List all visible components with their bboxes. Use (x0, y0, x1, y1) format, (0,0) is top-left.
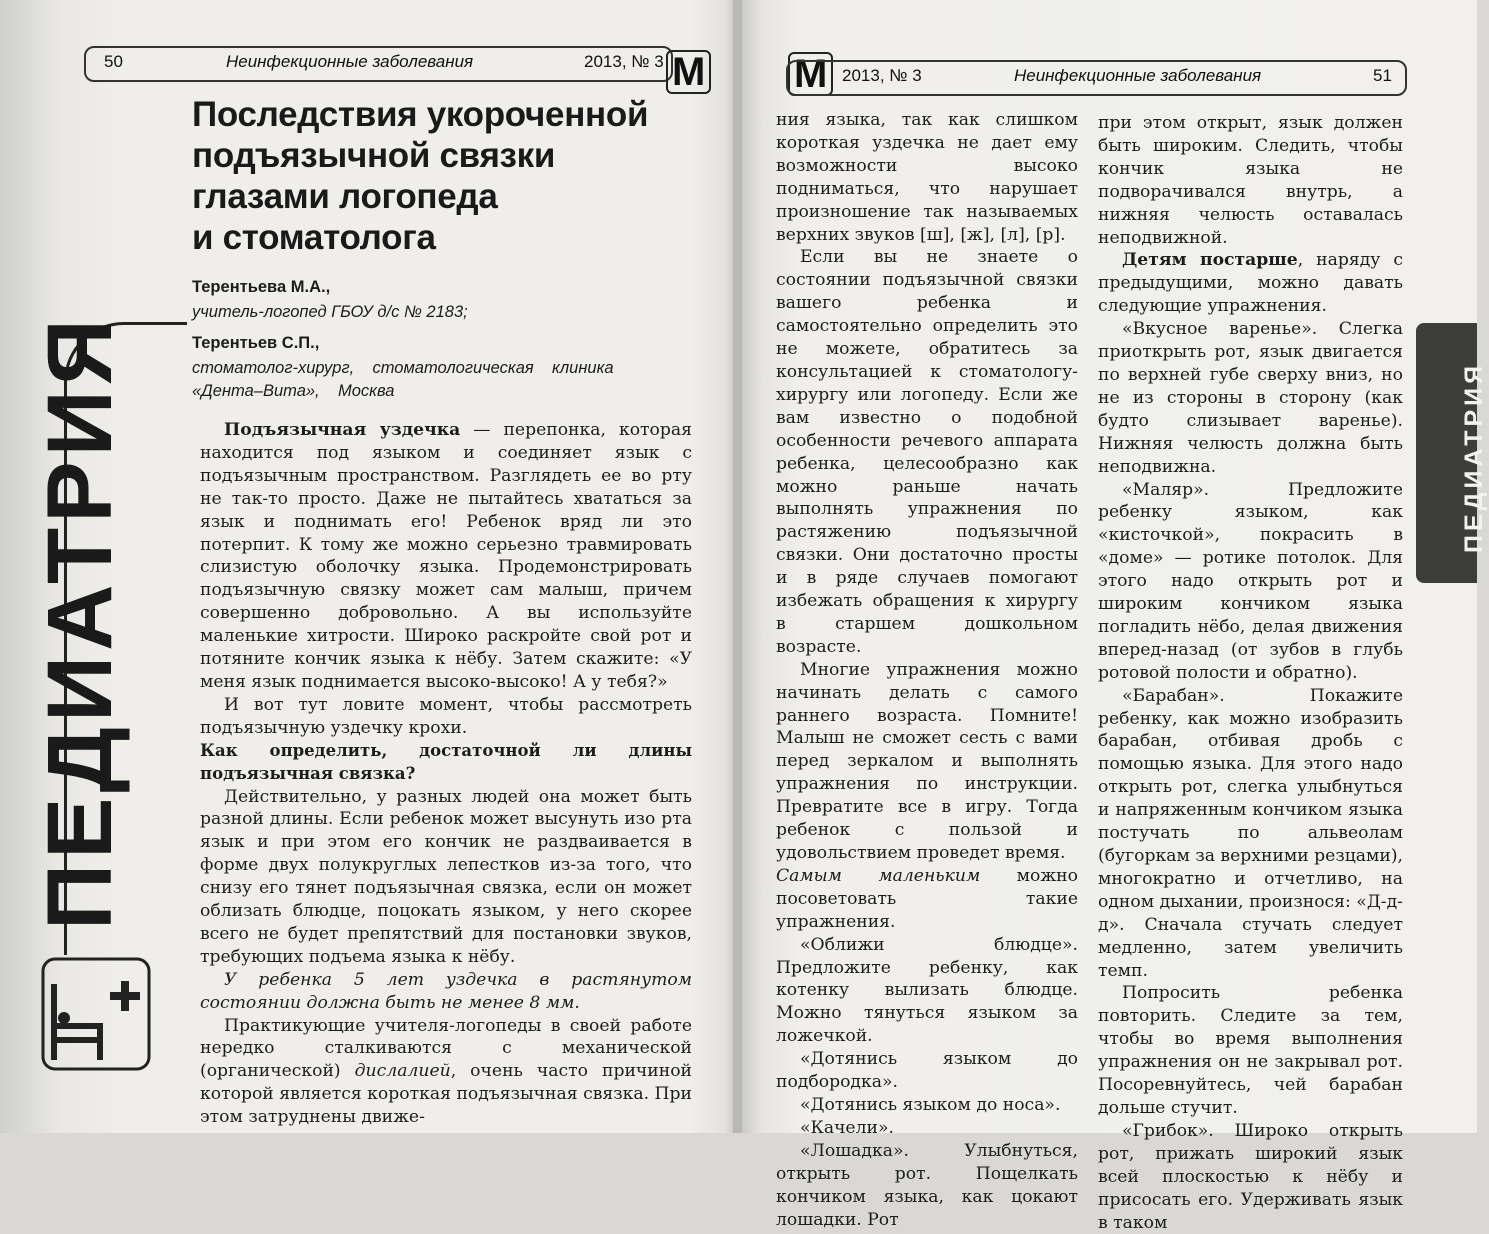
term-italic: Самым маленьким (776, 865, 981, 886)
exercise-paragraph: «Барабан». Покажите ребенку, как можно изобразить барабан, отбивая дробь с помощью языка. Для этого надо открыть рот, слегка улыбнуться и напряженным кончиком языка постучать по альвеолам (бугоркам за верхними резцами), многократно и отчетливо, на одном дыхании, произнося: «Д-д-д». Сначала стучать следует медленно, затем увеличить темп. (1098, 685, 1404, 981)
paragraph: ния языка, так как слишком короткая уздечка не дает ему возможности высоко подниматься, что нарушает произношение так называемых верхних звуков [ш], [ж], [л], [р]. (776, 110, 1078, 245)
page-number: 51 (1373, 66, 1392, 85)
paragraph: Попросить ребенка повторить. Следите за тем, чтобы во время выполнения упражнения он не закрывал рот. Посоревнуйтесь, чей барабан дольше стучит. (1098, 983, 1403, 1118)
subheading: Как определить, достаточной ли длины подъязычная связка? (200, 740, 692, 783)
exercise-paragraph: «Маляр». Предложите ребенку языком, как «кисточкой», покрасить в «доме» — ротике потолок. Для этого надо открыть рот и широким кончиком языка погладить нёбо, делая движения вперед-назад (от зубов в глубь ротовой полости и обратно). (1098, 479, 1403, 683)
term-italic: дислалией (354, 1061, 451, 1082)
term-bold: Детям постарше (1122, 250, 1298, 271)
pediatric-bed-logo (40, 956, 152, 1072)
section-tab-label: ПЕДИАТРИЯ (1460, 361, 1488, 553)
section-title: Неинфекционные заболевания (1014, 66, 1262, 85)
paragraph-text: , очень часто причиной которой является короткая подъязычная связка. При этом затруднены движе- (200, 1061, 692, 1128)
paragraph: Многие упражнения можно начинать делать с самого раннего возраста. Помните! Малыш не сможет сесть с вами перед зеркалом и выполнять упражнения по инструкции. Превратите все в игру. Тогда ребенок с пользой и удовольствием проведет время. (776, 659, 1078, 863)
paragraph-text: Практикующие учителя-логопеды в своей работе нередко сталкиваются с механической (органической) (200, 1015, 692, 1082)
title-line: и стоматолога (192, 218, 436, 257)
author-affiliation: «Дента–Вита», Москва (192, 382, 395, 400)
section-tab (1416, 323, 1488, 583)
paragraph (1098, 249, 1403, 318)
author-name: Терентьев С.П., (192, 334, 320, 352)
paragraph (200, 1015, 692, 1130)
right-page (742, 0, 1477, 1233)
exercise-paragraph: «Грибок». Широко открыть рот, прижать широкий язык всей плоскостью к нёбу и присосать его. Удерживать язык в таком (1098, 1120, 1403, 1233)
paragraph-text: — перепонка, которая находится под языком и соединяет язык с подъязычным пространством. Разглядеть ее во рту не так-то просто. Даже не пытайтесь хвататься за язык и поднимать его! Ребенок вряд ли это потерпит. К тому же можно серьезно травмировать слизистую оболочку языка. Продемонстрировать подъязычную связку может сам малыш, причем совершенно добровольно. А вы используйте маленькие хитрости. Широко раскройте свой рот и потяните кончик языка к нёбу. Затем скажите: «У меня язык поднимается высоко-высоко! А у тебя?» (200, 420, 692, 692)
magazine-logo: М (666, 50, 711, 94)
paragraph: Если вы не знаете о состоянии подъязычной связки вашего ребенка и самостоятельно определить это не можете, обратитесь за консультацией к стоматологу-хирургу или логопеду. Если же вам известно о подобной особенности речевого аппарата ребенка, целесообразно как можно раньше начать выполнять упражнения по растяжению подъязычной связки. Они достаточно просты и в ряде случаев помогают избежать обращения к хирургу в старшем дошкольном возрасте. (776, 247, 1078, 657)
article-title (192, 94, 648, 258)
exercise-paragraph: «Дотянись языком до носа». (800, 1094, 1061, 1115)
term-bold: Подъязычная уздечка (224, 420, 461, 440)
magazine-logo: М (788, 52, 833, 96)
section-title: Неинфекционные заболевания (226, 52, 474, 71)
right-column-1 (776, 109, 1078, 1231)
paragraph-text: , наряду с предыдущими, можно давать следующие упражнения. (1098, 250, 1403, 317)
paragraph: Действительно, у разных людей она может быть разной длины. Если ребенок может высунуть изо рта язык и при этом его кончик не раздваивается в форме двух полукруглых лепестков из-за того, что снизу его тянет подъязычная связка, если он может облизать блюдце, поцокать языком, у него скорее всего не будет препятствий для постановки звуков, требующих подъема языка к нёбу. (200, 786, 692, 967)
paragraph (776, 865, 1078, 934)
left-column-body (200, 419, 692, 1129)
exercise-paragraph: «Лошадка». Улыбнуться, открыть рот. Пощелкать кончиком языка, как цокают лошадки. Рот (776, 1140, 1078, 1230)
exercise-paragraph: «Вкусное варенье». Слегка приоткрыть рот, язык двигается по верхней губе сверху вниз, но не из стороны в сторону (как будто слизывает варенье). Нижняя челюсть должна быть неподвижна. (1098, 319, 1403, 477)
running-header-left (84, 46, 673, 82)
exercise-paragraph: «Дотянись языком до подбородка». (776, 1049, 1078, 1093)
title-line: подъязычной связки (192, 136, 556, 175)
title-line: глазами логопеда (192, 177, 498, 216)
title-line: Последствия укороченной (192, 95, 649, 134)
page-number: 50 (104, 52, 123, 71)
paragraph: И вот тут ловите момент, чтобы рассмотреть подъязычную уздечку крохи. (200, 694, 692, 738)
author-block-1 (192, 276, 468, 323)
exercise-paragraph: «Качели». (800, 1117, 894, 1138)
paragraph-text: можно посоветовать такие упражнения. (776, 865, 1078, 932)
paragraph (200, 419, 692, 694)
paragraph: при этом открыт, язык должен быть широким. Следить, чтобы кончик языка не подворачивался внутрь, а нижняя челюсть оставалась неподвижной. (1098, 113, 1403, 248)
running-header-right (786, 60, 1407, 96)
author-name: Терентьева М.А., (192, 278, 331, 296)
right-column-2 (1098, 112, 1403, 1234)
section-label-vertical: ПЕДИАТРИЯ (29, 314, 131, 930)
issue-number: 2013, № 3 (842, 66, 922, 85)
author-block-2 (192, 332, 614, 402)
author-affiliation: учитель-логопед ГБОУ д/с № 2183; (192, 303, 468, 321)
left-page (0, 0, 735, 1133)
italic-note: У ребенка 5 лет уздечка в растянутом состоянии должна быть не менее 8 мм. (200, 969, 692, 1013)
issue-number: 2013, № 3 (584, 52, 664, 71)
exercise-paragraph: «Оближи блюдце». Предложите ребенку, как котенку вылизать блюдце. Можно тянуться языком за ложечкой. (776, 934, 1078, 1047)
author-affiliation: стоматолог-хирург, стоматологическая клиника (192, 359, 614, 377)
